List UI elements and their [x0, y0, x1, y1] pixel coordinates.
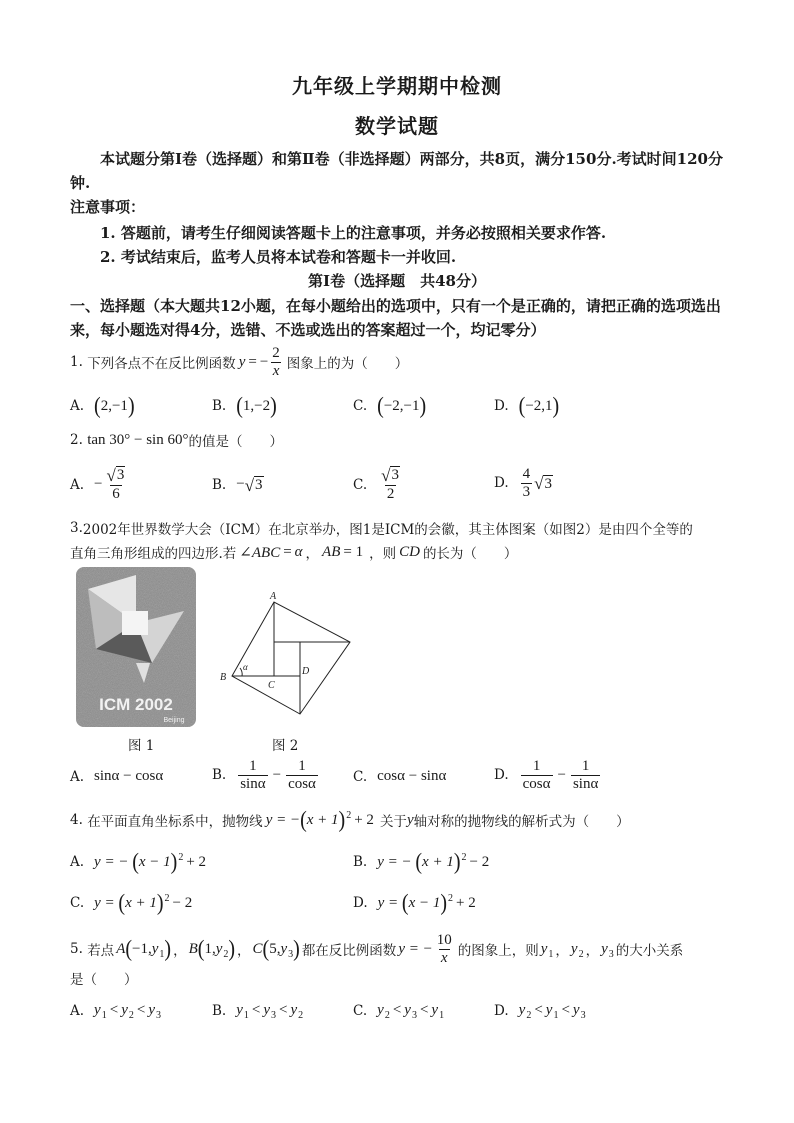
intro-paragraph: 本试题分第Ⅰ卷（选择题）和第Ⅱ卷（非选择题）两部分，共8页，满分150分.考试时间120分钟.	[70, 150, 723, 192]
q5-option-c[interactable]: C. y 2 < y 3 < y 1	[353, 1002, 445, 1021]
q2-option-d[interactable]: D. $\frac{4}{3}$ √ 3	[494, 466, 552, 500]
exam-subtitle: 数学试题	[355, 114, 439, 138]
q5-option-a[interactable]: A. y 1 < y 2 < y 3	[70, 1002, 161, 1021]
q2-option-c[interactable]: C. √ 3 2	[353, 465, 399, 502]
q4-option-d[interactable]: D. y = ( x − 1 ) 2 + 2	[353, 890, 476, 916]
logo-subtext: Beijing	[163, 717, 185, 724]
point-c-label: C	[268, 680, 275, 691]
q3-option-a[interactable]: A. sinα − cosα	[70, 768, 164, 785]
q1-option-c[interactable]: C. ( −2,−1 )	[353, 393, 427, 419]
full-score: 150	[565, 150, 597, 168]
question-5-line-1: 5. 若点 A ( −1, y 1 ) ， B ( 1, y 2 ) ， C ( 5, y 3 ) 都在反比例函数 y = − $\frac{10}{x}$ 的图象上，则 y 1 ， y 2 ， y 3 的大小关系	[70, 932, 684, 966]
figure-1-caption: 图 1	[128, 738, 155, 754]
page-count: 8	[494, 150, 506, 168]
point-a-label: A	[270, 591, 277, 602]
q2-option-a[interactable]: A. − √ 3 6	[70, 465, 125, 502]
exam-minutes: 120	[676, 150, 708, 168]
q1-option-b[interactable]: B. ( 1,−2 )	[212, 393, 277, 419]
logo-text: ICM 2002	[99, 695, 173, 714]
question-3-line-2: 直角三角形组成的四边形.若 ∠ABC = α ， AB = 1 ，则 CD 的长为（ ）	[70, 543, 518, 562]
exam-title: 九年级上学期期中检测	[292, 74, 502, 98]
figure-2-caption: 图 2	[272, 738, 299, 754]
part-heading: 第Ⅰ卷（选择题 共48分）	[308, 272, 486, 290]
q4-option-a[interactable]: A. y = − ( x − 1 ) 2 + 2	[70, 849, 207, 875]
section-heading: 一、选择题（本大题共12小题，在每小题给出的选项中，只有一个是正确的，请把正确的选项选出来，每小题选对得4分，选错、不选或选出的答案超过一个，均记零分）	[70, 297, 721, 339]
q5-option-b[interactable]: B. y 1 < y 3 < y 2	[212, 1002, 304, 1021]
point-b-label: B	[220, 672, 227, 683]
point-c: C ( 5, y 3 )	[252, 936, 300, 963]
question-3-line-1: 3. 2002年世界数学大会（ICM）在北京举办，图1是ICM的会徽，其主体图案（如图2）是由四个全等的	[70, 520, 693, 538]
geometry-diagram	[212, 590, 372, 720]
notes-heading: 注意事项：	[70, 198, 146, 216]
question-5-line-2: 是（ ）	[70, 972, 138, 988]
point-d-label: D	[302, 666, 310, 677]
question-4: 4. 在平面直角坐标系中，抛物线 y = − ( x + 1 ) 2 + 2 关于 y 轴对称的抛物线的解析式为（ ）	[70, 807, 630, 833]
icm-logo-figure	[76, 567, 196, 727]
q2-option-b[interactable]: B. − √ 3	[212, 475, 263, 495]
q1-option-d[interactable]: D. ( −2,1 )	[494, 393, 560, 419]
q5-option-d[interactable]: D. y 2 < y 1 < y 3	[494, 1002, 586, 1021]
point-a: A ( −1, y 1 )	[116, 936, 172, 963]
question-1: 1. 下列各点不在反比例函数 y = − $\frac{2}{x}$ 图象上的为（ ）	[70, 345, 409, 379]
q1-function: y = − $\frac{2}{x}$	[238, 345, 280, 379]
point-b: B ( 1, y 2 )	[188, 936, 236, 963]
q4-option-c[interactable]: C. y = ( x + 1 ) 2 − 2	[70, 890, 193, 916]
q3-option-c[interactable]: C. cosα − sinα	[353, 768, 447, 785]
q3-option-b[interactable]: B. $\frac{1}{\sin\alpha}$ − $\frac{1}{\cos\alpha}$	[212, 758, 316, 792]
q3-option-d[interactable]: D. $\frac{1}{\cos\alpha}$ − $\frac{1}{\sin\alpha}$	[494, 758, 599, 792]
q4-option-b[interactable]: B. y = − ( x + 1 ) 2 − 2	[353, 849, 490, 875]
note-item: 2. 考试结束后，监考人员将本试卷和答题卡一并收回.	[100, 248, 457, 266]
fraction: $\frac{2}{x}$	[272, 345, 280, 379]
q2-expression: tan 30° − sin 60°	[87, 431, 189, 448]
angle-alpha-label: α	[243, 662, 248, 672]
note-item: 1. 答题前，请考生仔细阅读答题卡上的注意事项，并务必按照相关要求作答.	[100, 224, 607, 242]
question-2: 2. tan 30° − sin 60° 的值是（ ）	[70, 431, 283, 450]
q1-option-a[interactable]: A. ( 2,−1 )	[70, 393, 135, 419]
